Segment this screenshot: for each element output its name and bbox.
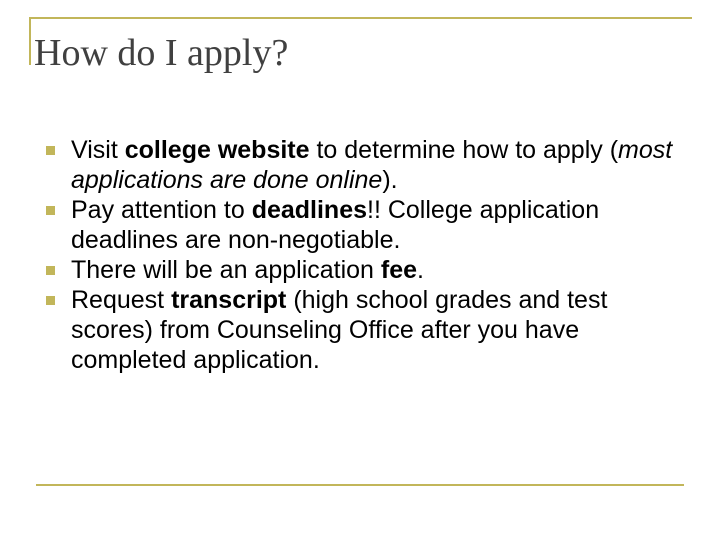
- bullet-text-bold: transcript: [171, 286, 287, 314]
- square-bullet-icon: [46, 266, 55, 275]
- bullet-text-italic: most applications are done online: [71, 136, 673, 194]
- bullet-text: .: [417, 256, 424, 284]
- bullet-item-fee: [46, 255, 686, 285]
- bullet-text-bold: college website: [124, 136, 310, 164]
- bullet-text: (high school grades and test scores) from Counseling Office after you have completed application.: [71, 286, 608, 374]
- accent-line-left: [29, 17, 31, 65]
- bullet-list: [46, 135, 686, 375]
- bullet-text: Visit: [71, 136, 125, 164]
- bullet-text: to determine how to apply (: [309, 136, 619, 164]
- bullet-text: Request: [71, 286, 172, 314]
- bullet-text: There will be an application: [71, 256, 381, 284]
- slide-title: How do I apply?: [34, 32, 289, 74]
- bullet-text: !! College application deadlines are non-negotiable.: [71, 196, 600, 254]
- accent-line-bottom: [36, 484, 684, 486]
- bullet-item-transcript: [46, 285, 686, 375]
- bullet-item-visit-website: [46, 135, 686, 195]
- bullet-text: Pay attention to: [71, 196, 252, 224]
- bullet-text: ).: [382, 166, 398, 194]
- accent-line-top: [29, 17, 692, 19]
- square-bullet-icon: [46, 146, 55, 155]
- square-bullet-icon: [46, 206, 55, 215]
- bullet-text-bold: deadlines: [251, 196, 368, 224]
- bullet-text-bold: fee: [380, 256, 418, 284]
- bullet-item-deadlines: [46, 195, 686, 255]
- square-bullet-icon: [46, 296, 55, 305]
